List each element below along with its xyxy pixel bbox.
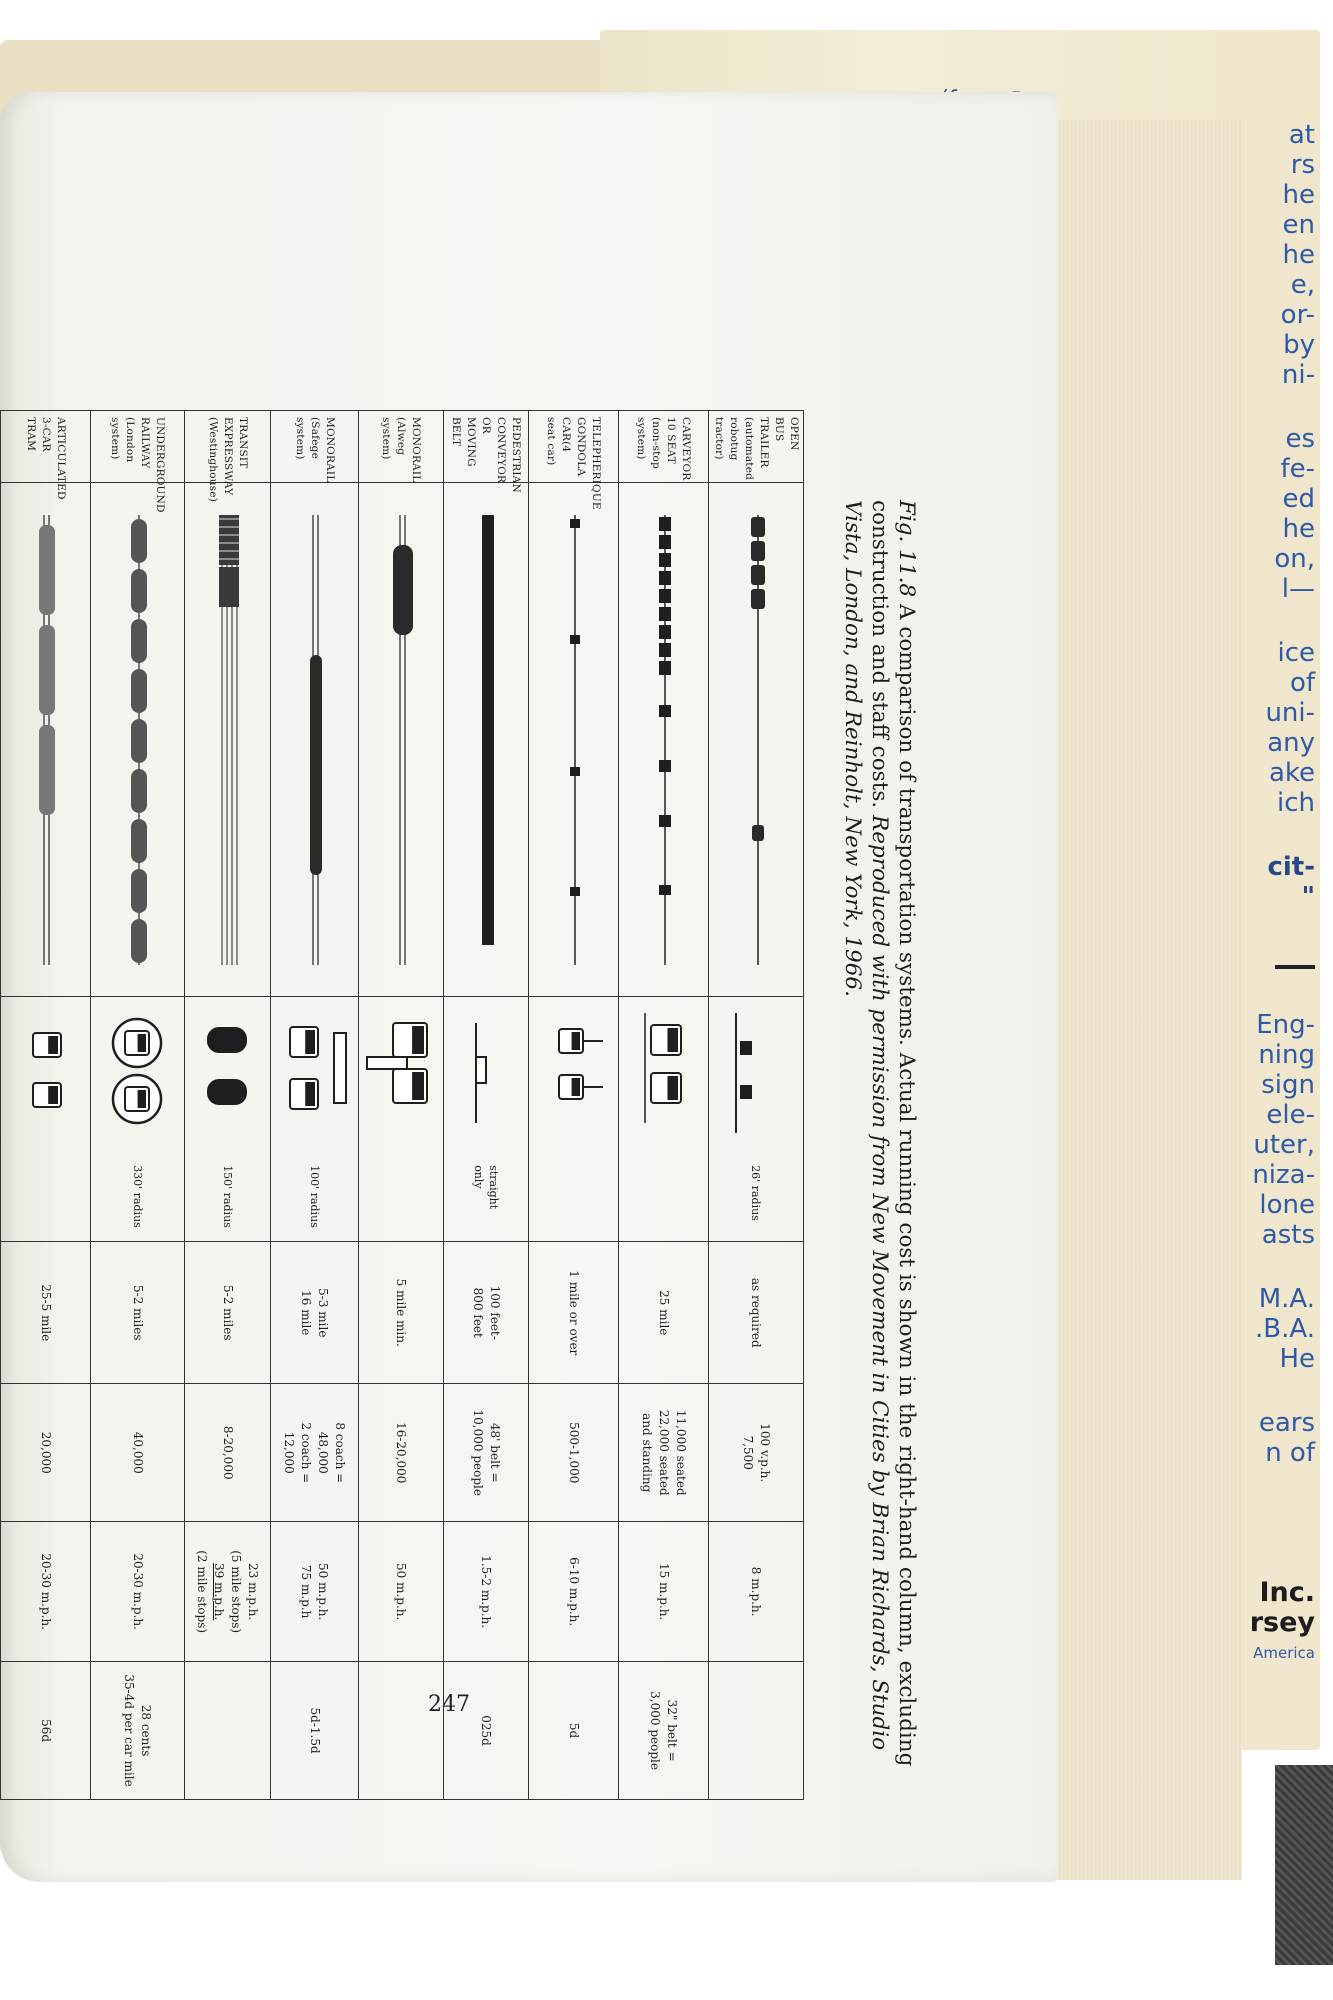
carveyor-car-icon bbox=[660, 815, 672, 827]
jacket-text-fragment: niza- bbox=[1252, 1160, 1315, 1190]
jacket-text-fragment: ake bbox=[1268, 758, 1315, 788]
table-row bbox=[271, 411, 359, 1800]
table-row bbox=[709, 411, 804, 1800]
cost-cell bbox=[185, 1662, 271, 1800]
jacket-text-fragment: he bbox=[1282, 240, 1315, 270]
cross-section-cell bbox=[185, 997, 271, 1242]
speed-cell bbox=[91, 1522, 185, 1662]
train-diagram-icon bbox=[626, 505, 706, 975]
trailer-section-icon bbox=[740, 1085, 752, 1099]
curve-radius: 100' radius bbox=[308, 1165, 321, 1228]
speed-value: (2 mile stops) bbox=[195, 1550, 210, 1634]
monorail-train-icon bbox=[311, 655, 323, 875]
capacity-cell bbox=[444, 1384, 529, 1522]
caption-text: A comparison of transportation systems. Actual running cost is shown in the right-hand column, excluding construction and staff costs. bbox=[867, 500, 919, 1767]
jacket-text-fragment: of bbox=[1289, 668, 1315, 698]
capacity-cell bbox=[359, 1384, 444, 1522]
car-window-icon bbox=[412, 1072, 424, 1100]
page-number: 247 bbox=[428, 1692, 470, 1717]
system-name-cell bbox=[91, 411, 185, 513]
illustration-cell bbox=[709, 483, 804, 997]
speed-cell bbox=[1, 1522, 91, 1662]
belt-section-icon bbox=[476, 1057, 486, 1083]
jacket-text-fragment: asts bbox=[1261, 1220, 1315, 1250]
transit-car-icon bbox=[220, 515, 240, 565]
cross-section-icon bbox=[361, 1003, 441, 1143]
system-name: CARVEYOR 10 SEAT (non-stop system) bbox=[635, 417, 693, 481]
capacity-value: 22,000 seated bbox=[657, 1409, 671, 1496]
curve-radius: 150' radius bbox=[221, 1165, 234, 1228]
jacket-text-fragment: cit- bbox=[1267, 852, 1315, 882]
car-window-icon bbox=[138, 1090, 146, 1108]
trailer-car-icon bbox=[751, 541, 765, 561]
transit-car-icon bbox=[220, 567, 240, 607]
jacket-text-fragment: uni- bbox=[1265, 698, 1315, 728]
jacket-text-fragment: uter, bbox=[1253, 1130, 1315, 1160]
jacket-text-fragment: es bbox=[1285, 424, 1315, 454]
monorail-beam-icon bbox=[367, 1057, 407, 1069]
distance-cell bbox=[444, 1242, 529, 1384]
capacity-value: 20,000 bbox=[39, 1431, 53, 1474]
capacity-value: and standing bbox=[640, 1413, 654, 1493]
distance-value: as required bbox=[749, 1277, 764, 1348]
caption-credit-title: New Movement in Cities bbox=[867, 1193, 892, 1463]
jacket-text-fragment: He bbox=[1279, 1344, 1315, 1374]
table-row bbox=[444, 411, 529, 1800]
speed-cell bbox=[619, 1522, 709, 1662]
figure-caption bbox=[812, 500, 920, 1790]
curve-radius: straight only bbox=[472, 1165, 500, 1210]
system-name-cell bbox=[529, 411, 619, 510]
capacity-cell bbox=[271, 1384, 359, 1522]
car-window-icon bbox=[668, 1076, 679, 1100]
curve-radius: 26' radius bbox=[749, 1165, 763, 1221]
cost-value: 35-4d per car mile bbox=[122, 1674, 137, 1787]
jacket-text-fragment: he bbox=[1282, 180, 1315, 210]
carveyor-car-icon bbox=[660, 571, 672, 585]
trailer-car-icon bbox=[751, 589, 765, 609]
speed-value: 15 m.p.h. bbox=[657, 1562, 671, 1621]
illustration-cell bbox=[444, 483, 529, 997]
speed-cell bbox=[359, 1522, 444, 1662]
jacket-publisher-line-2: rsey bbox=[1249, 1607, 1315, 1638]
table-row bbox=[619, 411, 709, 1800]
distance-value: 5-3 mile bbox=[316, 1288, 331, 1338]
car-window-icon bbox=[138, 1034, 146, 1052]
tube-car-icon bbox=[132, 819, 148, 863]
gondola-car-icon bbox=[571, 887, 581, 896]
capacity-value: 8 coach = bbox=[333, 1422, 348, 1484]
speed-value: 50 m.p.h. bbox=[316, 1562, 331, 1621]
distance-cell bbox=[271, 1242, 359, 1384]
system-name-cell bbox=[1, 411, 91, 500]
jacket-text-fragment: at bbox=[1288, 120, 1315, 150]
speed-value: 6-10 m.p.h. bbox=[567, 1557, 581, 1627]
cross-section-icon bbox=[716, 1003, 796, 1143]
tube-car-icon bbox=[132, 719, 148, 763]
transit-car-section-icon bbox=[208, 1027, 248, 1053]
trailer-car-icon bbox=[751, 565, 765, 585]
transport-comparison-table bbox=[0, 410, 804, 1800]
illustration-cell bbox=[619, 483, 709, 997]
capacity-value: 11,000 seated bbox=[674, 1409, 688, 1496]
cross-section-cell bbox=[529, 997, 619, 1242]
jacket-text-fragment: en bbox=[1282, 210, 1315, 240]
cross-section-icon bbox=[624, 1003, 704, 1143]
capacity-cell bbox=[619, 1384, 709, 1522]
cost-cell bbox=[271, 1662, 359, 1800]
jacket-text-fragment: any bbox=[1267, 728, 1315, 758]
cross-section-cell bbox=[1, 997, 91, 1242]
jacket-publisher bbox=[1205, 1578, 1315, 1668]
carveyor-car-icon bbox=[660, 517, 672, 531]
speed-value: 20-30 m.p.h. bbox=[39, 1553, 53, 1630]
tube-car-icon bbox=[132, 869, 148, 913]
distance-value: 5-2 miles bbox=[131, 1285, 145, 1341]
distance-value: 1 mile or over bbox=[567, 1270, 581, 1356]
jacket-text-fragment: sign bbox=[1261, 1070, 1315, 1100]
car-window-icon bbox=[572, 1078, 580, 1096]
jacket-text-fragment: Eng- bbox=[1256, 1010, 1315, 1040]
tube-car-icon bbox=[132, 769, 148, 813]
tractor-icon bbox=[752, 825, 764, 841]
cost-value: 5d bbox=[567, 1722, 581, 1739]
illustration-cell bbox=[91, 483, 185, 997]
cost-cell bbox=[709, 1662, 804, 1800]
car-window-icon bbox=[668, 1028, 679, 1052]
cost-value: 56d bbox=[39, 1719, 53, 1743]
cost-value: 025d bbox=[479, 1715, 494, 1746]
moving-belt-icon bbox=[482, 515, 494, 945]
cross-section-cell bbox=[619, 997, 709, 1242]
jacket-text-fragment: ele- bbox=[1266, 1100, 1315, 1130]
speed-value: 1.5-2 m.p.h. bbox=[479, 1555, 494, 1629]
car-window-icon bbox=[306, 1082, 316, 1106]
jacket-text-fragment: ni- bbox=[1281, 360, 1315, 390]
distance-value: 16 mile bbox=[299, 1290, 314, 1336]
tube-car-icon bbox=[132, 519, 148, 563]
distance-cell bbox=[185, 1242, 271, 1384]
jacket-text-fragment: " bbox=[1301, 882, 1315, 912]
capacity-value: 100 v.p.h. bbox=[758, 1423, 772, 1483]
jacket-fragment-group-7 bbox=[1205, 1408, 1315, 1468]
capacity-value: 48,000 bbox=[316, 1431, 331, 1474]
distance-value: 800 feet bbox=[471, 1287, 485, 1338]
monorail-train-icon bbox=[393, 545, 413, 635]
train-diagram-icon bbox=[277, 505, 357, 975]
capacity-value: 12,000 bbox=[282, 1431, 297, 1474]
capacity-value: 48' belt = bbox=[488, 1422, 502, 1483]
cross-section-cell bbox=[359, 997, 444, 1242]
speed-cell bbox=[271, 1522, 359, 1662]
train-diagram-icon bbox=[190, 505, 270, 975]
carveyor-car-icon bbox=[660, 589, 672, 603]
car-window-icon bbox=[572, 1032, 580, 1050]
capacity-value: 2 coach = bbox=[299, 1422, 314, 1484]
jacket-fragment-group-1 bbox=[1205, 120, 1315, 390]
train-diagram-icon bbox=[448, 505, 528, 975]
cross-section-cell bbox=[709, 997, 804, 1242]
train-diagram-icon bbox=[8, 505, 88, 975]
cross-section-cell bbox=[271, 997, 359, 1242]
book-spine-cloth bbox=[1275, 1765, 1333, 1965]
jacket-text-fragment: n of bbox=[1265, 1438, 1315, 1468]
cost-value: 28 cents bbox=[139, 1704, 154, 1757]
speed-cell bbox=[444, 1522, 529, 1662]
speed-value: 39 m.p.h. bbox=[212, 1562, 227, 1621]
carveyor-car-icon bbox=[660, 661, 672, 675]
trailer-section-icon bbox=[740, 1041, 752, 1055]
figure-label: Fig. 11.8 bbox=[894, 500, 919, 598]
jacket-text-fragment: fe- bbox=[1280, 454, 1315, 484]
cross-section-icon bbox=[188, 1003, 268, 1143]
speed-cell bbox=[709, 1522, 804, 1662]
system-name: TRANSIT EXPRESSWAY (Westinghouse) bbox=[207, 417, 249, 503]
cost-cell bbox=[91, 1662, 185, 1800]
distance-value: 25 mile bbox=[657, 1290, 671, 1336]
distance-cell bbox=[1, 1242, 91, 1384]
car-window-icon bbox=[306, 1030, 316, 1054]
capacity-cell bbox=[529, 1384, 619, 1522]
cross-section-icon bbox=[275, 1003, 355, 1143]
distance-cell bbox=[529, 1242, 619, 1384]
cost-cell bbox=[359, 1662, 444, 1800]
carveyor-car-icon bbox=[660, 643, 672, 657]
jacket-text-fragment: e, bbox=[1290, 270, 1315, 300]
cost-value: 32" belt = bbox=[665, 1699, 680, 1762]
capacity-value: 16-20,000 bbox=[394, 1422, 409, 1484]
tube-car-icon bbox=[132, 569, 148, 613]
speed-value: 50 m.p.h. bbox=[394, 1562, 409, 1621]
speed-value: 75 m.p.h bbox=[299, 1564, 314, 1619]
jacket-text-fragment: l— bbox=[1281, 574, 1315, 604]
speed-value: 23 m.p.h. bbox=[246, 1562, 261, 1621]
system-name-cell bbox=[359, 411, 444, 483]
distance-cell bbox=[91, 1242, 185, 1384]
speed-value: (5 mile stops) bbox=[229, 1550, 244, 1634]
tram-car-icon bbox=[40, 525, 56, 615]
distance-cell bbox=[359, 1242, 444, 1384]
car-window-icon bbox=[412, 1026, 424, 1054]
capacity-value: 8-20,000 bbox=[221, 1425, 235, 1480]
jacket-text-fragment: or- bbox=[1280, 300, 1315, 330]
carveyor-car-icon bbox=[660, 553, 672, 567]
cross-section-icon bbox=[98, 1003, 178, 1143]
jacket-text-fragment: lone bbox=[1259, 1190, 1315, 1220]
tram-car-icon bbox=[40, 725, 56, 815]
trailer-car-icon bbox=[751, 517, 765, 537]
cross-section-cell bbox=[91, 997, 185, 1242]
jacket-text-fragment: ich bbox=[1277, 788, 1315, 818]
carveyor-car-icon bbox=[660, 607, 672, 621]
distance-value: 25-5 mile bbox=[39, 1284, 53, 1342]
system-name: PEDESTRIAN CONVEYOR OR MOVING BELT bbox=[450, 417, 523, 493]
illustration-cell bbox=[271, 483, 359, 997]
table-row bbox=[185, 411, 271, 1800]
capacity-cell bbox=[1, 1384, 91, 1522]
cost-cell bbox=[1, 1662, 91, 1800]
carveyor-car-icon bbox=[660, 705, 672, 717]
tram-car-icon bbox=[40, 625, 56, 715]
tube-car-icon bbox=[132, 669, 148, 713]
jacket-text-fragment: by bbox=[1283, 330, 1315, 360]
jacket-publisher-line-3: America bbox=[1253, 1644, 1315, 1662]
system-name-cell bbox=[185, 411, 271, 503]
capacity-cell bbox=[91, 1384, 185, 1522]
illustration-cell bbox=[185, 483, 271, 997]
system-name: UNDERGROUND RAILWAY (London system) bbox=[109, 417, 167, 513]
car-window-icon bbox=[49, 1086, 59, 1104]
distance-value: 5-2 miles bbox=[221, 1285, 235, 1341]
cost-value: 5d-1.5d bbox=[308, 1707, 322, 1754]
table-row bbox=[91, 411, 185, 1800]
train-diagram-icon bbox=[100, 505, 180, 975]
jacket-flap-text bbox=[1205, 120, 1315, 1720]
tube-car-icon bbox=[132, 619, 148, 663]
speed-cell bbox=[185, 1522, 271, 1662]
carveyor-car-icon bbox=[660, 535, 672, 549]
jacket-text-fragment: .B.A. bbox=[1255, 1314, 1315, 1344]
jacket-fragment-group-4 bbox=[1205, 852, 1315, 912]
system-name-cell bbox=[709, 411, 804, 483]
speed-cell bbox=[529, 1522, 619, 1662]
jacket-publisher-line-1: Inc. bbox=[1259, 1577, 1315, 1608]
distance-value: 100 feet- bbox=[488, 1285, 502, 1340]
jacket-text-fragment: M.A. bbox=[1258, 1284, 1315, 1314]
capacity-value: 40,000 bbox=[131, 1431, 145, 1474]
train-diagram-icon bbox=[536, 505, 616, 975]
system-name: ARTICULATED 3-CAR TRAM bbox=[25, 417, 67, 500]
capacity-value: 7,500 bbox=[741, 1435, 755, 1470]
cross-section-icon bbox=[534, 1003, 614, 1143]
jacket-text-fragment: rs bbox=[1290, 150, 1315, 180]
cross-section-cell bbox=[444, 997, 529, 1242]
carveyor-car-icon bbox=[660, 625, 672, 639]
caption-credit-by: by Brian Richards, Studio Vista, London, and Reinholt, New York, 1966. bbox=[840, 500, 892, 1751]
jacket-text-fragment: ears bbox=[1258, 1408, 1315, 1438]
cost-cell bbox=[444, 1662, 529, 1800]
system-name-cell bbox=[271, 411, 359, 483]
gondola-car-icon bbox=[571, 519, 581, 528]
cost-cell bbox=[619, 1662, 709, 1800]
jacket-fragment-group-6 bbox=[1205, 1284, 1315, 1374]
table-row bbox=[1, 411, 91, 1800]
car-window-icon bbox=[49, 1036, 59, 1054]
illustration-cell bbox=[529, 483, 619, 997]
cross-section-icon bbox=[446, 1003, 526, 1143]
carveyor-car-icon bbox=[660, 885, 672, 895]
table-row bbox=[529, 411, 619, 1800]
jacket-divider bbox=[1205, 946, 1315, 976]
system-name-cell bbox=[444, 411, 529, 493]
cost-cell bbox=[529, 1662, 619, 1800]
curve-radius: 330' radius bbox=[131, 1165, 144, 1228]
jacket-text-fragment: ed bbox=[1282, 484, 1315, 514]
figure-rotated bbox=[25, 410, 920, 1800]
table-row bbox=[359, 411, 444, 1800]
cost-value: 3,000 people bbox=[648, 1691, 663, 1770]
distance-cell bbox=[709, 1242, 804, 1384]
system-name: OPEN BUS TRAILER (automated robotug tractor) bbox=[713, 417, 800, 481]
speed-value: 20-30 m.p.h. bbox=[131, 1553, 145, 1630]
train-diagram-icon bbox=[363, 505, 443, 975]
jacket-fragment-group-5 bbox=[1205, 1010, 1315, 1250]
jacket-text-fragment: on, bbox=[1274, 544, 1315, 574]
carveyor-car-icon bbox=[660, 760, 672, 772]
gondola-car-icon bbox=[571, 635, 581, 644]
jacket-text-fragment: ice bbox=[1277, 638, 1315, 668]
cross-section-icon bbox=[6, 1003, 86, 1143]
system-name: MONORAIL (Safege system) bbox=[294, 417, 336, 483]
capacity-cell bbox=[709, 1384, 804, 1522]
gondola-car-icon bbox=[571, 767, 581, 776]
jacket-text-fragment: he bbox=[1282, 514, 1315, 544]
illustration-cell bbox=[1, 483, 91, 997]
tube-car-icon bbox=[132, 919, 148, 963]
capacity-value: 10,000 people bbox=[471, 1409, 485, 1496]
capacity-cell bbox=[185, 1384, 271, 1522]
jacket-text-fragment: ning bbox=[1258, 1040, 1315, 1070]
distance-value: 5 mile min. bbox=[394, 1278, 409, 1347]
system-name: MONORAIL (Alweg system) bbox=[380, 417, 423, 483]
caption-credit-prefix: Reproduced with permission from bbox=[867, 815, 892, 1187]
system-name: TELEPHERIQUE GONDOLA CAR(4 seat car) bbox=[545, 417, 603, 510]
monorail-beam-icon bbox=[335, 1033, 347, 1103]
system-name-cell bbox=[619, 411, 709, 483]
train-diagram-icon bbox=[718, 505, 798, 975]
jacket-fragment-group-3 bbox=[1205, 638, 1315, 818]
transit-car-section-icon bbox=[208, 1079, 248, 1105]
speed-value: 8 m.p.h. bbox=[749, 1566, 764, 1617]
distance-cell bbox=[619, 1242, 709, 1384]
illustration-cell bbox=[359, 483, 444, 997]
capacity-value: 500-1,000 bbox=[567, 1422, 581, 1484]
jacket-fragment-group-2 bbox=[1205, 424, 1315, 604]
